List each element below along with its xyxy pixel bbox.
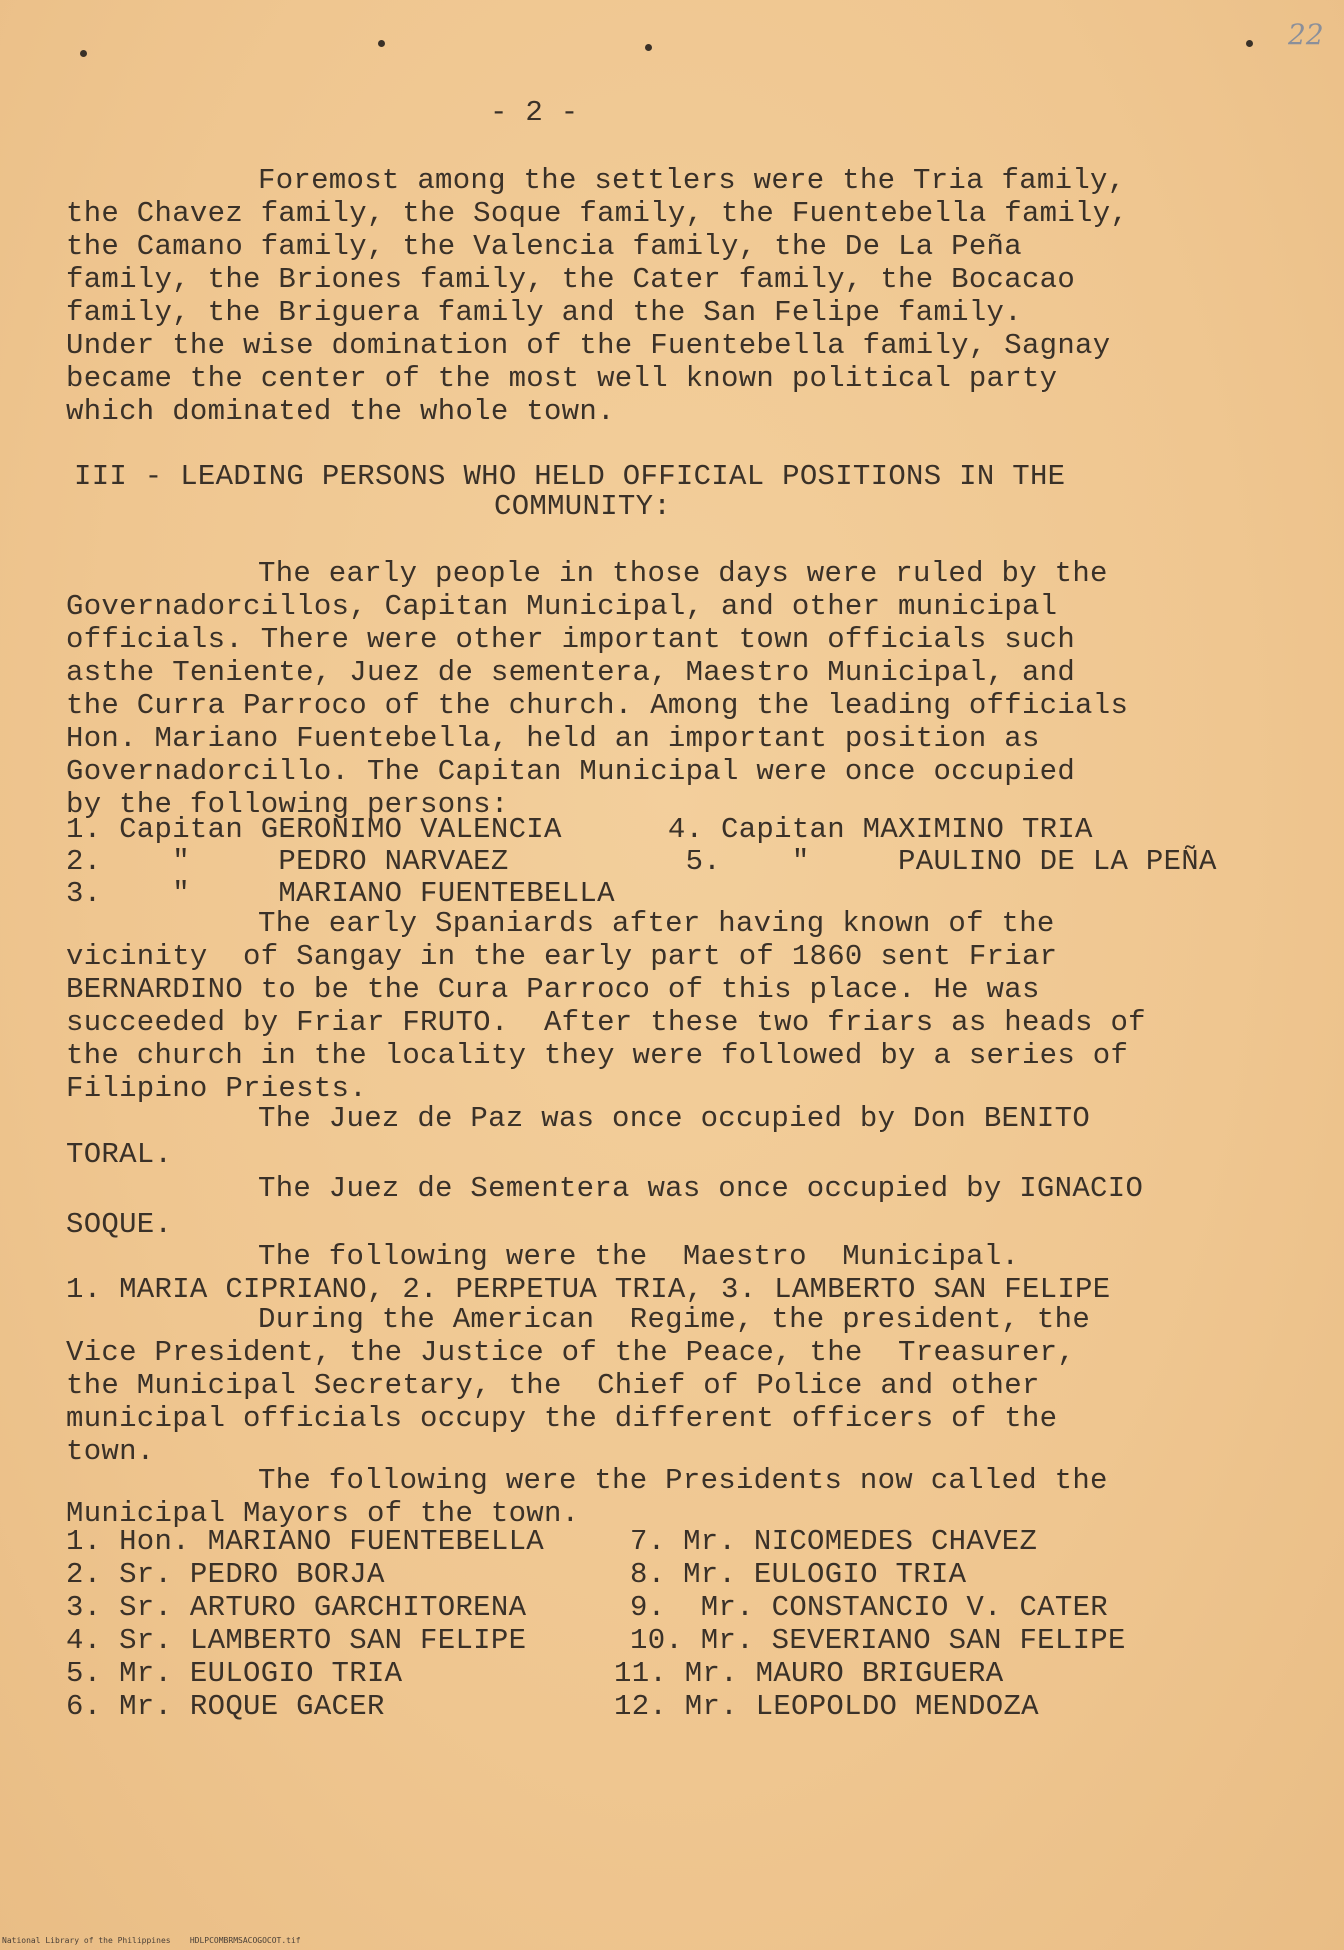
list-item: 3. Sr. ARTURO GARCHITORENA (66, 1591, 527, 1624)
list-item: 9. Mr. CONSTANCIO V. CATER (630, 1591, 1108, 1624)
text-line: The Juez de Paz was once occupied by Don BENITO (258, 1102, 1091, 1135)
text-line: officials. There were other important town officials such (66, 623, 1076, 656)
text-line: The Juez de Sementera was once occupied by IGNACIO (258, 1172, 1144, 1205)
text-line: vicinity of Sangay in the early part of 1860 sent Friar (66, 940, 1058, 973)
text-line: Foremost among the settlers were the Tria family, (258, 164, 1126, 197)
text-line: TORAL. (66, 1138, 173, 1171)
list-item: 11. Mr. MAURO BRIGUERA (614, 1657, 1004, 1690)
text-line: SOQUE. (66, 1208, 173, 1241)
text-line: Vice President, the Justice of the Peace, the Treasurer, (66, 1336, 1076, 1369)
text-line: town. (66, 1435, 155, 1468)
text-line: asthe Teniente, Juez de sementera, Maestro Municipal, and (66, 656, 1076, 689)
list-item: 5. Mr. EULOGIO TRIA (66, 1657, 403, 1690)
list-item: 1. MARIA CIPRIANO, 2. PERPETUA TRIA, 3. LAMBERTO SAN FELIPE (66, 1273, 1111, 1306)
text-line: became the center of the most well known political party (66, 362, 1058, 395)
scan-footer: National Library of the Philippines HDLPCOMBRMSACOGOCOT.tif (2, 1936, 301, 1945)
text-line: The following were the Presidents now called the (258, 1464, 1108, 1497)
ink-speck (1246, 40, 1253, 47)
list-item: 7. Mr. NICOMEDES CHAVEZ (630, 1525, 1038, 1558)
text-line: the Chavez family, the Soque family, the Fuentebella family, (66, 197, 1129, 230)
list-item: 1. Hon. MARIANO FUENTEBELLA (66, 1525, 544, 1558)
ink-speck (378, 40, 385, 47)
text-line: the Curra Parroco of the church. Among the leading officials (66, 689, 1129, 722)
list-item: 6. Mr. ROQUE GACER (66, 1690, 385, 1723)
section-heading: III - LEADING PERSONS WHO HELD OFFICIAL POSITIONS IN THE (74, 460, 1066, 493)
text-line: Filipino Priests. (66, 1072, 367, 1105)
list-item: 8. Mr. EULOGIO TRIA (630, 1558, 967, 1591)
list-item: 12. Mr. LEOPOLDO MENDOZA (614, 1690, 1039, 1723)
list-item: 3. " MARIANO FUENTEBELLA (66, 877, 615, 910)
text-line: The following were the Maestro Municipal. (258, 1240, 1020, 1273)
ink-speck (645, 44, 652, 51)
text-line: the church in the locality they were followed by a series of (66, 1039, 1129, 1072)
text-line: the Municipal Secretary, the Chief of Police and other (66, 1369, 1040, 1402)
text-line: During the American Regime, the president, the (258, 1303, 1091, 1336)
text-line: Governadorcillo. The Capitan Municipal were once occupied (66, 755, 1076, 788)
list-item: 1. Capitan GERONIMO VALENCIA 4. Capitan MAXIMINO TRIA (66, 813, 1093, 846)
handwritten-page-number: 22 (1288, 18, 1324, 51)
text-line: which dominated the whole town. (66, 395, 615, 428)
text-line: the Camano family, the Valencia family, the De La Peña (66, 230, 1022, 263)
text-line: succeeded by Friar FRUTO. After these two friars as heads of (66, 1006, 1146, 1039)
text-line: The early people in those days were ruled by the (258, 557, 1108, 590)
page-heading: - 2 - (490, 96, 579, 129)
text-line: Under the wise domination of the Fuentebella family, Sagnay (66, 329, 1111, 362)
section-heading: COMMUNITY: (494, 490, 672, 523)
text-line: municipal officials occupy the different officers of the (66, 1402, 1058, 1435)
text-line: by the following persons: (66, 788, 509, 821)
ink-speck (80, 50, 87, 57)
text-line: family, the Briguera family and the San Felipe family. (66, 296, 1022, 329)
list-item: 10. Mr. SEVERIANO SAN FELIPE (630, 1624, 1126, 1657)
text-line: Municipal Mayors of the town. (66, 1497, 580, 1530)
text-line: Governadorcillos, Capitan Municipal, and other municipal (66, 590, 1058, 623)
list-item: 2. Sr. PEDRO BORJA (66, 1558, 385, 1591)
list-item: 4. Sr. LAMBERTO SAN FELIPE (66, 1624, 527, 1657)
text-line: BERNARDINO to be the Cura Parroco of this place. He was (66, 973, 1040, 1006)
list-item: 2. " PEDRO NARVAEZ 5. " PAULINO DE LA PEÑA (66, 845, 1217, 878)
text-line: Hon. Mariano Fuentebella, held an important position as (66, 722, 1040, 755)
text-line: The early Spaniards after having known of the (258, 907, 1055, 940)
text-line: family, the Briones family, the Cater family, the Bocacao (66, 263, 1076, 296)
